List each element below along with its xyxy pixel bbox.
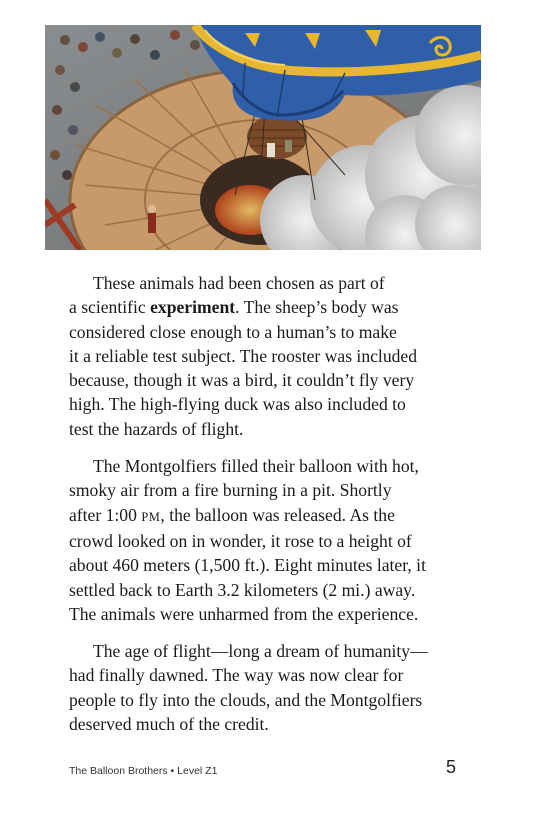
text-line bbox=[69, 417, 489, 441]
text-run: crowd looked on in wonder, it rose to a height of bbox=[69, 530, 412, 551]
page-body-text bbox=[69, 271, 489, 749]
text-run: settled back to Earth 3.2 kilometers (2 mi.) away. bbox=[69, 579, 416, 600]
text-run: people to fly into the clouds, and the Montgolfiers bbox=[69, 689, 423, 710]
page-number: 5 bbox=[446, 757, 457, 777]
figure-on-platform bbox=[148, 205, 156, 233]
text-run: about 460 meters (1,500 ft.). Eight minutes later, it bbox=[69, 555, 426, 576]
text-line bbox=[69, 602, 489, 626]
text-line bbox=[69, 320, 489, 344]
text-run: a scientific bbox=[69, 297, 151, 318]
text-run: test the hazards of flight. bbox=[69, 418, 244, 439]
balloon-launch-illustration bbox=[45, 25, 481, 250]
text-run: The animals were unharmed from the experience. bbox=[69, 603, 419, 624]
footer-book-title: The Balloon Brothers • Level Z1 bbox=[69, 765, 218, 777]
text-run: smoky air from a fire burning in a pit. Shortly bbox=[69, 480, 392, 501]
text-line bbox=[69, 553, 489, 577]
text-line bbox=[69, 271, 489, 295]
text-line bbox=[69, 503, 489, 529]
text-line bbox=[69, 368, 489, 392]
text-line bbox=[69, 578, 489, 602]
text-run: after 1:00 bbox=[69, 504, 142, 525]
text-run: it a reliable test subject. The rooster was included bbox=[69, 345, 418, 366]
time-suffix: PM bbox=[141, 509, 161, 524]
text-line bbox=[69, 712, 489, 736]
text-run: These animals had been chosen as part of bbox=[93, 273, 385, 293]
paragraph bbox=[69, 271, 489, 441]
text-run: because, though it was a bird, it couldn’t fly very bbox=[69, 370, 415, 391]
text-run: The age of flight—long a dream of humanity— bbox=[93, 641, 428, 662]
text-line bbox=[69, 688, 489, 712]
text-line bbox=[69, 478, 489, 502]
text-line bbox=[69, 295, 489, 319]
text-run: The Montgolfiers filled their balloon with hot, bbox=[93, 456, 419, 477]
paragraph bbox=[69, 639, 489, 736]
text-line bbox=[69, 454, 489, 478]
text-run: . The sheep’s body was bbox=[235, 297, 399, 318]
text-run: high. The high-flying duck was also included to bbox=[69, 394, 406, 415]
text-line bbox=[69, 639, 489, 663]
paragraph bbox=[69, 454, 489, 626]
text-run: , the balloon was released. As the bbox=[160, 504, 395, 525]
balloon-illustration-graphic bbox=[45, 25, 481, 250]
vocabulary-term: experiment bbox=[150, 297, 236, 318]
text-line bbox=[69, 392, 489, 416]
text-line bbox=[69, 344, 489, 368]
text-run: deserved much of the credit. bbox=[69, 714, 269, 735]
text-line bbox=[69, 663, 489, 687]
text-line bbox=[69, 529, 489, 553]
text-run: had finally dawned. The way was now clear for bbox=[69, 665, 404, 686]
text-run: considered close enough to a human’s to make bbox=[69, 321, 397, 342]
